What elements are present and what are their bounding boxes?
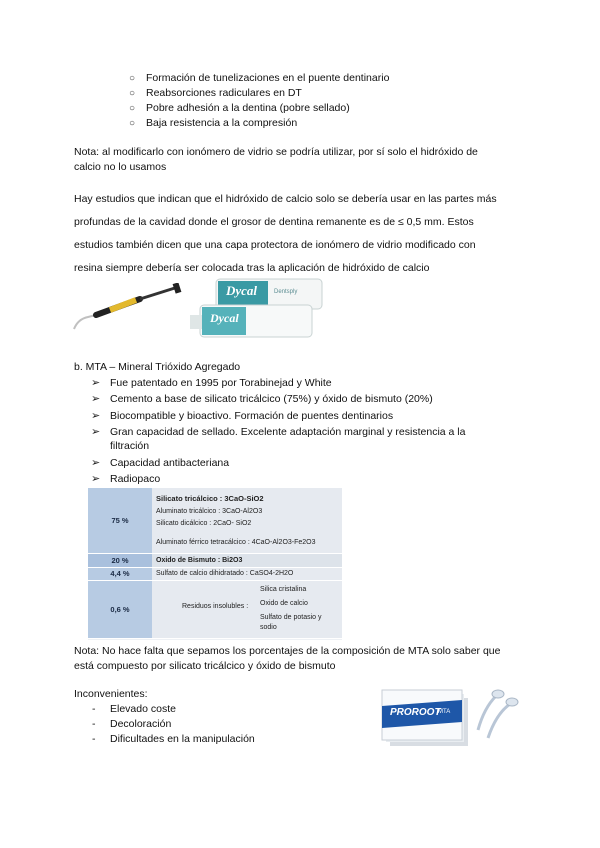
- percent-cell: 20 %: [88, 553, 152, 567]
- list-item: Formación de tunelizaciones en el puente dentinario: [146, 72, 390, 84]
- percent-cell: 75 %: [88, 488, 152, 553]
- table-cell-header: Silicato tricálcico : 3CaO-SiO2: [156, 494, 264, 504]
- list-item: Baja resistencia a la compresión: [146, 117, 298, 129]
- arrow-bullet-icon: ➢: [91, 393, 101, 405]
- paragraph-line: resina siempre debería ser colocada tras la aplicación de hidróxido de calcio: [74, 262, 430, 274]
- table-cell-header: Oxido de Bismuto : Bi2O3: [152, 553, 342, 567]
- proroot-brand-label: PROROOT: [390, 707, 441, 718]
- table-cell: sodio: [260, 624, 277, 631]
- syringe-image: [70, 283, 185, 333]
- list-item: Cemento a base de silicato tricálcico (75%) y óxido de bismuto (20%): [110, 393, 433, 405]
- mta-composition-table: [88, 488, 342, 640]
- note-line: calcio no lo usamos: [74, 161, 167, 173]
- arrow-bullet-icon: ➢: [91, 410, 101, 422]
- dash-bullet-icon: -: [92, 703, 96, 715]
- note-line: Nota: No hace falta que sepamos los porcentajes de la composición de MTA solo saber que: [74, 645, 501, 657]
- table-cell: Aluminato férrico tetracálcico : 4CaO-Al2O3-Fe2O3: [156, 539, 316, 547]
- paragraph-line: profundas de la cavidad donde el grosor de dentina remanente es de ≤ 0,5 mm. Estos: [74, 216, 474, 228]
- dycal-maker-label: Dentsply: [274, 289, 298, 295]
- table-cell: Residuos insolubles :: [182, 602, 249, 610]
- list-item: Pobre adhesión a la dentina (pobre sellado): [146, 102, 350, 114]
- note-line: está compuesto por silicato tricálcico y óxido de bismuto: [74, 660, 336, 672]
- list-item: Capacidad antibacteriana: [110, 457, 230, 469]
- arrow-bullet-icon: ➢: [91, 377, 101, 389]
- percent-cell: 4,4 %: [88, 567, 152, 580]
- dash-bullet-icon: -: [92, 718, 96, 730]
- list-item: Fue patentado en 1995 por Torabinejad y White: [110, 377, 332, 389]
- arrow-bullet-icon: ➢: [91, 473, 101, 485]
- list-item-continuation: filtración: [110, 440, 150, 452]
- list-item: Biocompatible y bioactivo. Formación de puentes dentinarios: [110, 410, 394, 422]
- list-item: Elevado coste: [110, 703, 176, 715]
- circle-bullet-icon: ○: [129, 88, 136, 99]
- table-cell: Sulfato de calcio dihidratado : CaSO4-2H2O: [152, 567, 342, 580]
- section-title: b. MTA – Mineral Trióxido Agregado: [74, 361, 241, 373]
- proroot-product-image: [380, 678, 520, 750]
- table-cell: Sulfato de potasio y: [260, 614, 322, 621]
- dash-bullet-icon: -: [92, 733, 96, 745]
- dycal-brand-label: Dycal: [210, 311, 239, 325]
- circle-bullet-icon: ○: [129, 103, 136, 114]
- proroot-suffix-label: MTA: [438, 709, 451, 715]
- paragraph-line: estudios también dicen que una capa protectora de ionómero de vidrio modificado con: [74, 239, 476, 251]
- circle-bullet-icon: ○: [129, 118, 136, 129]
- arrow-bullet-icon: ➢: [91, 457, 101, 469]
- dycal-product-image: [190, 275, 330, 345]
- circle-bullet-icon: ○: [129, 73, 136, 84]
- table-cell: Aluminato tricálcico : 3CaO-Al2O3: [156, 508, 263, 516]
- table-cell: Silica cristalina: [260, 586, 307, 593]
- table-cell: Silicato dicálcico : 2CaO- SiO2: [156, 520, 252, 528]
- arrow-bullet-icon: ➢: [91, 426, 101, 438]
- list-item: Reabsorciones radiculares en DT: [146, 87, 302, 99]
- table-cell: Oxido de calcio: [260, 600, 308, 607]
- dycal-brand-label: Dycal: [226, 283, 258, 298]
- list-item: Radiopaco: [110, 473, 161, 485]
- subsection-title: Inconvenientes:: [74, 688, 148, 700]
- note-line: Nota: al modificarlo con ionómero de vidrio se podría utilizar, por sí solo el hidróxido de: [74, 146, 478, 158]
- list-item: Decoloración: [110, 718, 172, 730]
- paragraph-line: Hay estudios que indican que el hidróxido de calcio solo se debería usar en las partes más: [74, 193, 497, 205]
- list-item: Gran capacidad de sellado. Excelente adaptación marginal y resistencia a la: [110, 426, 466, 438]
- percent-cell: 0,6 %: [88, 580, 152, 638]
- list-item: Dificultades en la manipulación: [110, 733, 255, 745]
